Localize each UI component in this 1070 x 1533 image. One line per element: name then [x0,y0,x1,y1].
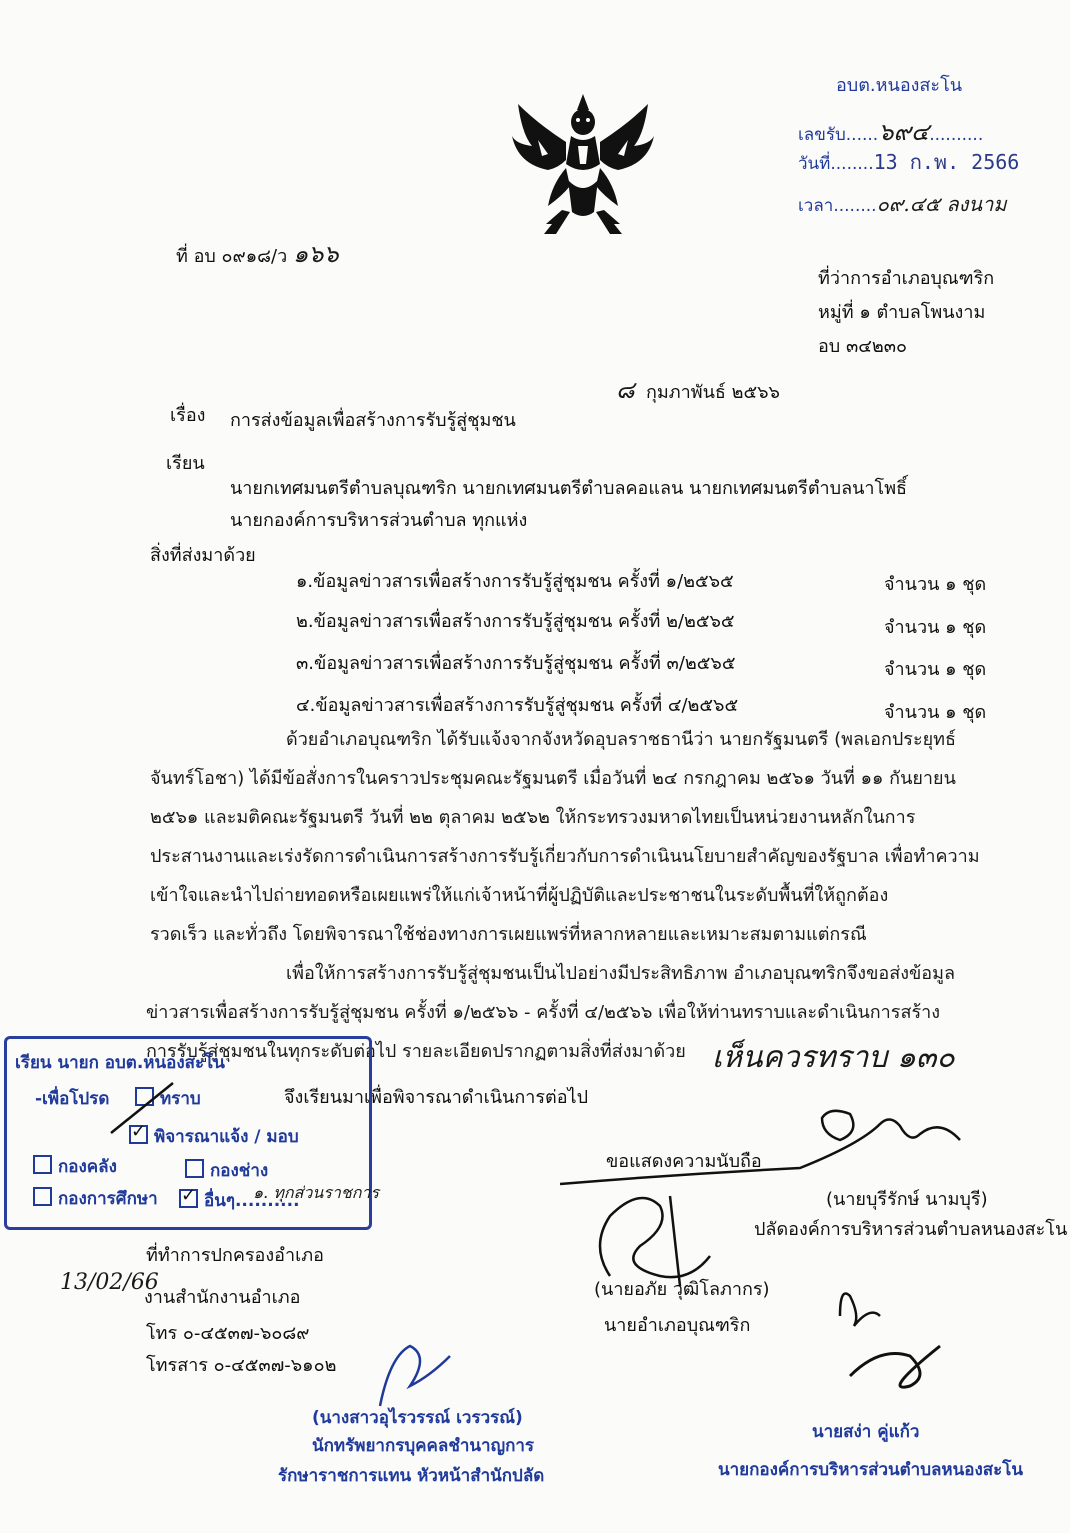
receipt-number-value: ๖๙๔ [878,118,930,146]
stamp-option-eng[interactable]: กองช่าง [185,1157,268,1184]
checkbox[interactable] [33,1187,52,1206]
receipt-org: อบต.หนองสะโน [836,75,963,96]
district-chief-title: นายอำเภอบุณฑริก [604,1315,751,1336]
district-chief-name: (นายอภัย วุฒิโลภากร) [594,1279,770,1300]
deputy-title: ปลัดองค์การบริหารส่วนตำบลหนองสะโน [754,1219,1068,1240]
tick-icon: ✓ [131,1121,147,1142]
garuda-emblem [508,84,658,249]
body-line: ๒๕๖๑ และมติคณะรัฐมนตรี วันที่ ๒๒ ตุลาคม ๒๕๖๒ ให้กระทรวงมหาดไทยเป็นหน่วยงานหลักในการ [150,807,916,828]
body-line: การรับรู้สู่ชุมชนในทุกระดับต่อไป รายละเอียดปรากฏตามสิ่งที่ส่งมาด้วย [146,1041,686,1062]
receipt-time-value: ๐๙.๔๕ ลงนาม [876,192,1007,216]
contact-unit: งานสำนักงานอำเภอ [144,1287,301,1308]
checkbox[interactable] [33,1155,52,1174]
enclosure-item: ๑.ข้อมูลข่าวสารเพื่อสร้างการรับรู้สู่ชุมชน ครั้งที่ ๑/๒๕๖๕ [296,571,734,592]
body-line: รวดเร็ว และทั่วถึง โดยพิจารณาใช้ช่องทางการเผยแพร่ที่หลากหลายและเหมาะสมตามแต่กรณี [150,924,867,945]
stamp-option-consider[interactable]: ✓ พิจารณาแจ้ง / มอบ [131,1121,299,1147]
document-number-hand: ๑๖๖ [292,240,339,268]
stamp-option-know[interactable]: ทราบ [135,1085,201,1112]
stamp-for-label: -เพื่อโปรด [35,1089,110,1109]
enclosure-qty: จำนวน ๑ ชุด [884,574,987,595]
tick-icon: ✓ [181,1185,197,1206]
enclosure-item: ๒.ข้อมูลข่าวสารเพื่อสร้างการรับรู้สู่ชุมชน ครั้งที่ ๒/๒๕๖๕ [296,611,735,632]
receipt-date-label: วันที่........13 ก.พ. 2566 [798,150,1020,174]
contact-tel: โทร ๐-๔๕๓๗-๖๐๘๙ [146,1323,310,1344]
body-line: เข้าใจและนำไปถ่ายทอดหรือเผยแพร่ให้แก่เจ้าหน้าที่ผู้ปฏิบัติและประชาชนในระดับพื้นที่ให้ถูกต้อง [150,885,889,906]
mayor-name: นายสง่า คู่แก้ว [812,1422,920,1442]
routing-stamp [4,1036,379,1230]
to-label: เรียน [166,453,205,474]
subject-label: เรื่อง [170,405,206,426]
sender-address-line3: อบ ๓๔๒๓๐ [818,336,908,357]
receipt-time-label: เวลา........๐๙.๔๕ ลงนาม [798,192,1007,216]
letter-date-day: ๘ [616,376,635,404]
body-paragraph-3: จึงเรียนมาเพื่อพิจารณาดำเนินการต่อไป [284,1087,589,1108]
enclosure-qty: จำนวน ๑ ชุด [884,659,987,680]
enclosure-item: ๓.ข้อมูลข่าวสารเพื่อสร้างการรับรู้สู่ชุมชน ครั้งที่ ๓/๒๕๖๕ [296,653,736,674]
hr-officer-name: (นางสาวอุไรวรรณ์ เวรวรณ์) [312,1408,523,1428]
stamp-option-other[interactable]: ✓ อื่นๆ.......... [181,1185,300,1211]
stamp-option-finance[interactable]: กองคลัง [33,1153,117,1180]
signature-deputy [560,1104,980,1194]
letter-date: ๘ กุมภาพันธ์ ๒๕๖๖ [616,376,780,404]
body-line: เพื่อให้การสร้างการรับรู้สู่ชุมชนเป็นไปอย่างมีประสิทธิภาพ อำเภอบุณฑริกจึงขอส่งข้อมูล [286,963,955,984]
hr-officer-acting: รักษาราชการแทน หัวหน้าสำนักปลัด [278,1466,545,1486]
enclosure-item: ๔.ข้อมูลข่าวสารเพื่อสร้างการรับรู้สู่ชุมชน ครั้งที่ ๔/๒๕๖๕ [296,695,739,716]
contact-fax: โทรสาร ๐-๔๕๓๗-๖๑๐๒ [146,1355,337,1376]
to-line2: นายกองค์การบริหารส่วนตำบล ทุกแห่ง [230,510,528,531]
enclosures-label: สิ่งที่ส่งมาด้วย [150,545,256,566]
contact-office: ที่ทำการปกครองอำเภอ [146,1245,324,1266]
checkbox-checked[interactable] [179,1185,198,1208]
body-line: ด้วยอำเภอบุณฑริก ได้รับแจ้งจากจังหวัดอุบลราชธานีว่า นายกรัฐมนตรี (พลเอกประยุทธ์ [286,729,957,750]
sender-address-line1: ที่ว่าการอำเภอบุณฑริก [818,268,995,289]
stamp-option-edu[interactable]: กองการศึกษา [33,1185,158,1212]
checkbox[interactable] [185,1159,204,1178]
signature-mayor [820,1276,960,1406]
enclosure-qty: จำนวน ๑ ชุด [884,617,987,638]
receipt-date-value: 13 ก.พ. 2566 [873,150,1020,174]
to-line1: นายกเทศมนตรีตำบลบุณฑริก นายกเทศมนตรีตำบลคอแลน นายกเทศมนตรีตำบลนาโพธิ์ [230,478,908,499]
stamp-to-line: เรียน นายก อบต.หนองสะโน [15,1053,225,1073]
deputy-name: (นายบุรีรักษ์ นามบุรี) [826,1189,988,1210]
stamp-other-hand: ๑. ทุกส่วนราชการ [253,1183,379,1202]
mayor-title: นายกองค์การบริหารส่วนตำบลหนองสะโน [718,1460,1024,1480]
enclosure-qty: จำนวน ๑ ชุด [884,702,987,723]
contact-hand-date: 13/02/66 [60,1270,159,1295]
subject-text: การส่งข้อมูลเพื่อสร้างการรับรู้สู่ชุมชน [230,410,516,431]
body-line: ข่าวสารเพื่อสร้างการรับรู้สู่ชุมชน ครั้งที่ ๑/๒๕๖๖ - ครั้งที่ ๔/๒๕๖๖ เพื่อให้ท่านทราบและดำเนินการสร้าง [146,1002,941,1023]
closing: ขอแสดงความนับถือ [606,1151,762,1172]
body-line: จันทร์โอชา) ได้มีข้อสั่งการในคราวประชุมคณะรัฐมนตรี เมื่อวันที่ ๒๔ กรกฎาคม ๒๕๖๑ วันที่ ๑๑ กันยายน [150,768,956,789]
sender-address-line2: หมู่ที่ ๑ ตำบลโพนงาม [818,302,986,323]
handwritten-note: เห็นควรทราบ ๑๓๐ [712,1040,955,1075]
body-paragraph-1 [150,720,1010,954]
document-number: ที่ อบ ๐๙๑๘/ว ๑๖๖ [176,240,339,268]
receipt-number-label: เลขรับ......๖๙๔.......... [798,118,984,146]
hr-officer-title: นักทรัพยากรบุคคลชำนาญการ [312,1436,535,1456]
body-line: ประสานงานและเร่งรัดการดำเนินการสร้างการรับรู้เกี่ยวกับการดำเนินนโยบายสำคัญของรัฐบาล เพื่อทำความ [150,846,980,867]
check-mark-icon [107,1079,177,1139]
